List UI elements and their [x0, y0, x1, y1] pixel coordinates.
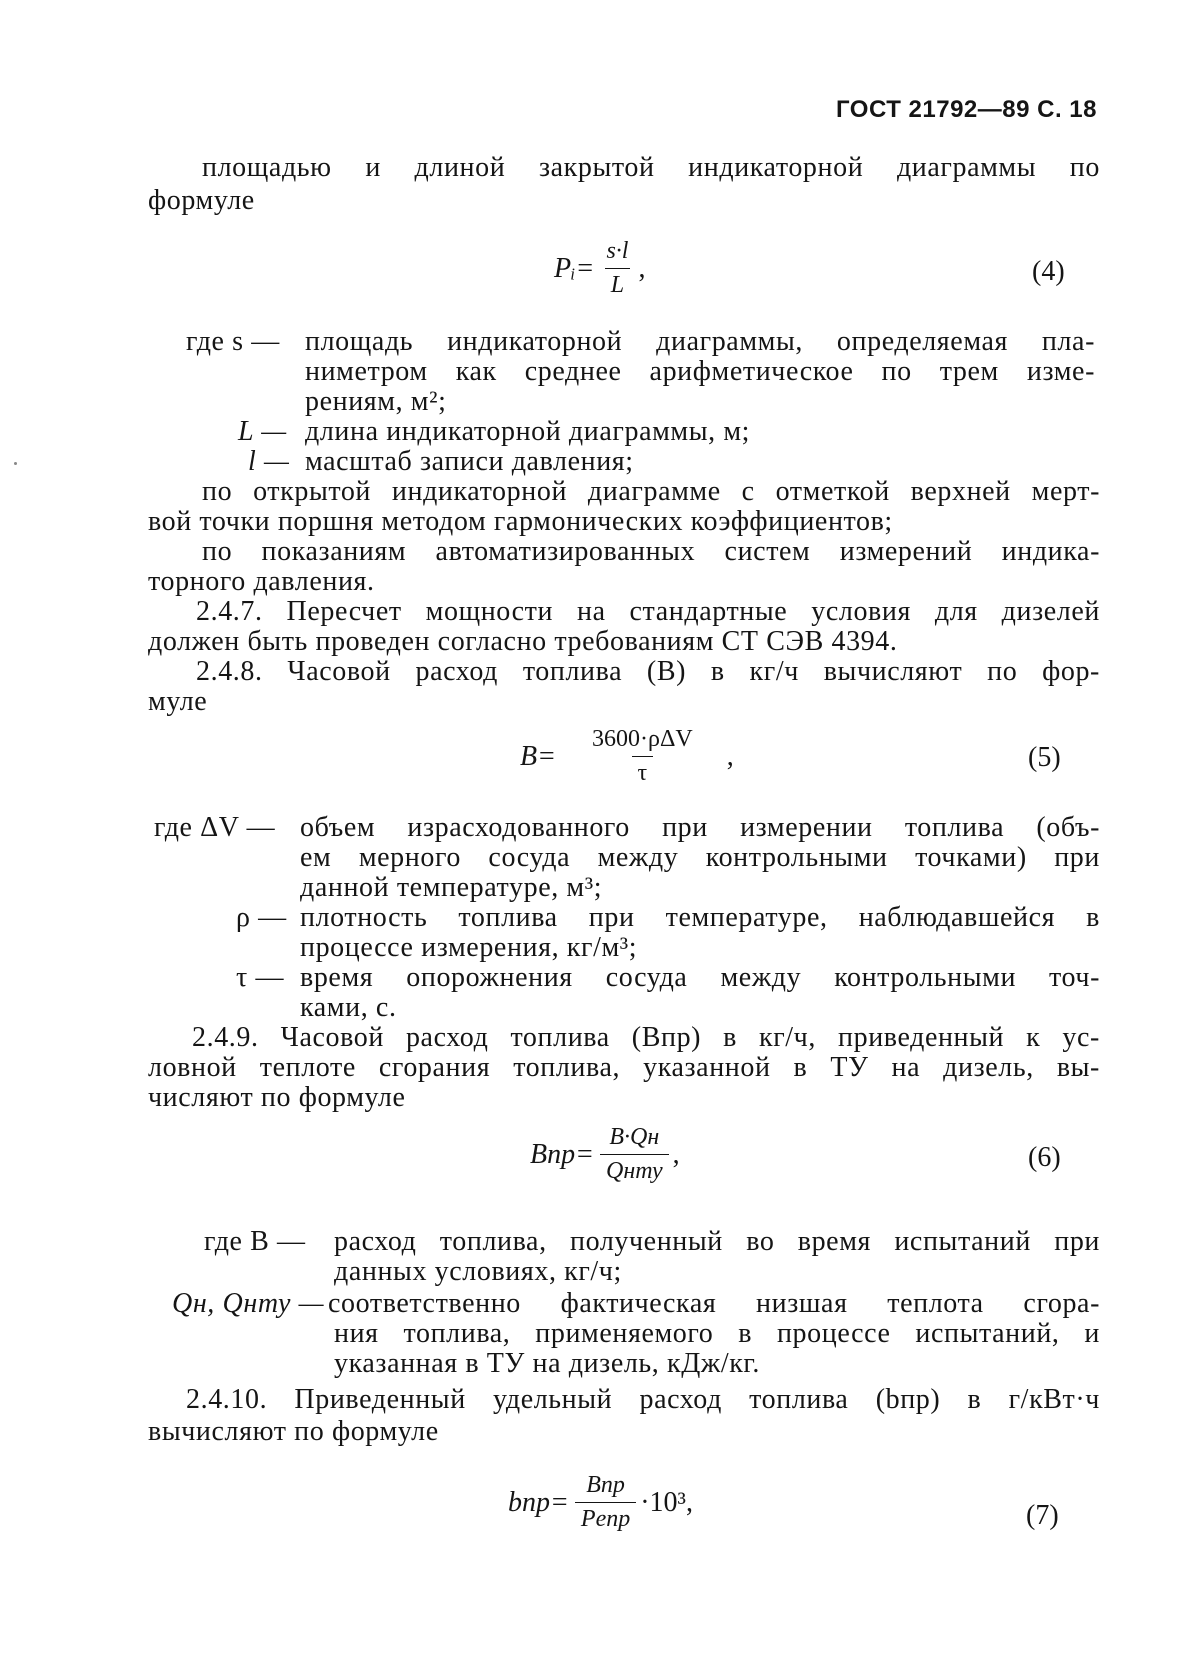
legend-symbol: L —: [238, 416, 287, 447]
page-header: ГОСТ 21792—89 С. 18: [836, 96, 1097, 123]
fraction-numerator: s·l: [606, 238, 629, 264]
formula-lhs: bпр=: [508, 1486, 569, 1518]
equation-number: (7): [1026, 1500, 1059, 1531]
fraction-denominator: Peпр: [575, 1502, 636, 1533]
paragraph-line: формуле: [148, 185, 255, 216]
paragraph-line: числяют по формуле: [148, 1082, 406, 1113]
equation-number: (4): [1032, 256, 1065, 287]
fraction-numerator: Bпр: [586, 1472, 625, 1498]
formula-7: [508, 1472, 693, 1533]
paragraph-line: 2.4.9. Часовой расход топлива (Bпр) в кг/ч, приведенный к ус-: [192, 1022, 1100, 1053]
paragraph-line: торного давления.: [148, 566, 375, 597]
formula-tail: ,: [638, 252, 646, 284]
fraction-numerator: 3600·ρΔV: [592, 726, 693, 752]
paragraph-line: 2.4.10. Приведенный удельный расход топлива (bпр) в г/кВт·ч: [186, 1384, 1100, 1415]
paragraph-line: площадью и длиной закрытой индикаторной диаграммы по: [202, 152, 1100, 183]
paragraph-line: по показаниям автоматизированных систем измерений индика-: [202, 536, 1100, 567]
legend-line: масштаб записи давления;: [305, 446, 634, 477]
fraction: [600, 1124, 669, 1185]
paragraph-line: по открытой индикаторной диаграмме с отметкой верхней мерт-: [202, 476, 1100, 507]
legend-line: ниметром как среднее арифметическое по трем изме-: [305, 356, 1095, 387]
paragraph-line: ловной теплоте сгорания топлива, указанной в ТУ на дизель, вы-: [148, 1052, 1100, 1083]
legend-line: площадь индикаторной диаграммы, определяемая пла-: [305, 326, 1095, 357]
legend-line: ками, с.: [300, 992, 397, 1023]
fraction: [600, 238, 634, 299]
formula-lhs: B=: [520, 740, 556, 772]
legend-line: процессе измерения, кг/м³;: [300, 932, 638, 963]
scan-speck: [14, 462, 17, 465]
formula-lhs: Bпр=: [530, 1138, 594, 1170]
formula-tail: ·10³,: [640, 1486, 693, 1518]
paragraph-line: вой точки поршня методом гармонических коэффициентов;: [148, 506, 893, 537]
paragraph-line: 2.4.8. Часовой расход топлива (B) в кг/ч вычисляют по фор-: [196, 656, 1100, 687]
paragraph-line: вычисляют по формуле: [148, 1416, 439, 1447]
legend-symbol: τ —: [236, 962, 285, 993]
formula-lhs: Pᵢ=: [554, 252, 595, 284]
formula-tail: ,: [726, 740, 734, 772]
legend-line: данных условиях, кг/ч;: [334, 1256, 622, 1287]
legend-line: соответственно фактическая низшая теплота сгора-: [328, 1288, 1100, 1319]
legend-line: ния топлива, применяемого в процессе испытаний, и: [334, 1318, 1100, 1349]
paragraph-line: должен быть проведен согласно требованиям СТ СЭВ 4394.: [148, 626, 898, 657]
fraction: [562, 726, 723, 787]
legend-symbol: где B —: [204, 1226, 306, 1257]
legend-line: данной температуре, м³;: [300, 872, 603, 903]
legend-line: указанная в ТУ на дизель, кДж/кг.: [334, 1348, 760, 1379]
legend-line: ем мерного сосуда между контрольными точками) при: [300, 842, 1100, 873]
formula-tail: ,: [672, 1138, 680, 1170]
equation-number: (6): [1028, 1142, 1061, 1173]
paragraph-line: 2.4.7. Пересчет мощности на стандартные условия для дизелей: [196, 596, 1100, 627]
fraction-denominator: L: [605, 268, 630, 299]
legend-line: рениям, м²;: [305, 386, 447, 417]
legend-line: длина индикаторной диаграммы, м;: [305, 416, 751, 447]
legend-line: расход топлива, полученный во время испытаний при: [334, 1226, 1100, 1257]
legend-line: время опорожнения сосуда между контрольными точ-: [300, 962, 1100, 993]
formula-6: [530, 1124, 680, 1185]
formula-5: [520, 726, 734, 787]
fraction-denominator: Qнту: [600, 1154, 669, 1185]
legend-line: плотность топлива при температуре, наблюдавшейся в: [300, 902, 1100, 933]
legend-symbol: Qн, Qнту —: [172, 1288, 325, 1319]
paragraph-line: муле: [148, 686, 208, 717]
legend-symbol: ρ —: [236, 902, 287, 933]
fraction-denominator: τ: [632, 756, 654, 787]
legend-symbol: l —: [248, 446, 290, 477]
fraction-numerator: B·Qн: [609, 1124, 660, 1150]
legend-line: объем израсходованного при измерении топлива (объ-: [300, 812, 1100, 843]
fraction: [575, 1472, 636, 1533]
formula-4: [554, 238, 645, 299]
equation-number: (5): [1028, 742, 1061, 773]
legend-symbol: где ΔV —: [154, 812, 276, 843]
legend-symbol: где s —: [186, 326, 280, 357]
